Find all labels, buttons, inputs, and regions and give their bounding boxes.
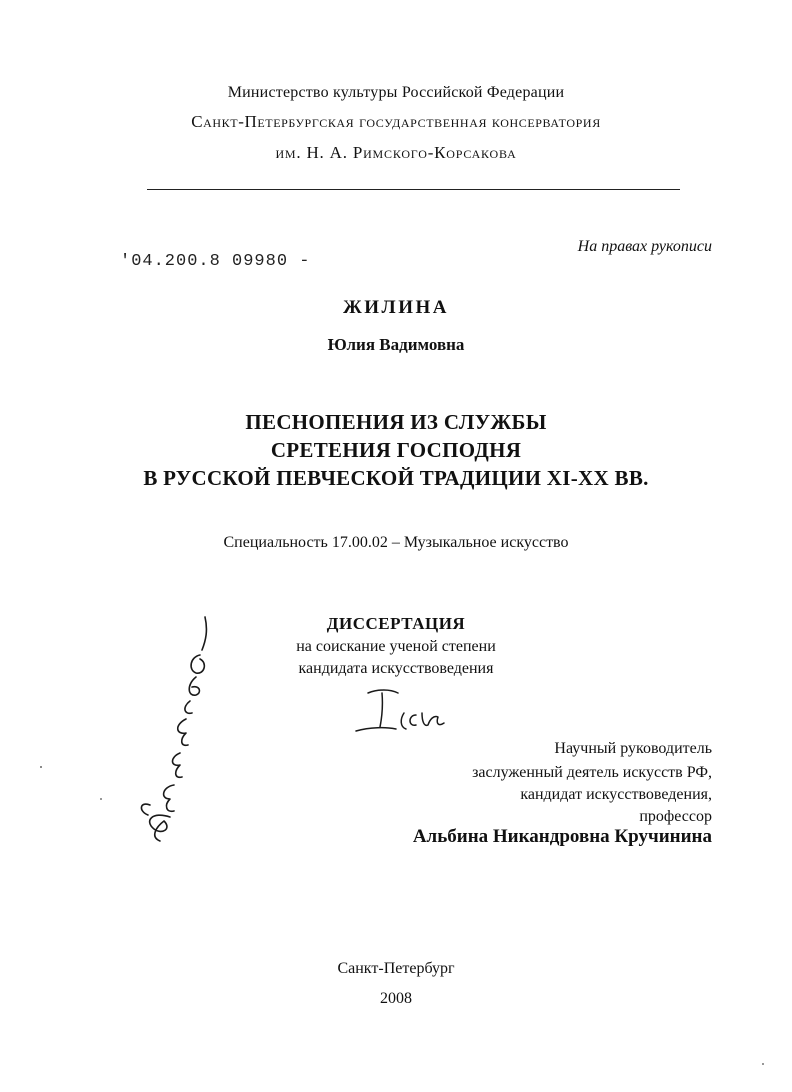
- supervisor-degree: кандидат искусствоведения,: [520, 786, 712, 803]
- degree-purpose-line-2: кандидата искусствоведения: [298, 660, 494, 677]
- publication-year: 2008: [380, 990, 412, 1007]
- paper-speck: [762, 1063, 764, 1065]
- specialty-line: Специальность 17.00.02 – Музыкальное искусство: [223, 534, 569, 551]
- author-surname: ЖИЛИНА: [342, 297, 449, 318]
- supervisor-rank: профессор: [639, 808, 712, 825]
- dissertation-label: ДИССЕРТАЦИЯ: [326, 614, 466, 633]
- supervisor-name: Альбина Никандровна Кручинина: [412, 826, 712, 847]
- author-signature-handwritten: [130, 615, 240, 845]
- publication-city: Санкт-Петербург: [337, 960, 455, 977]
- initials-handwritten: [350, 685, 460, 745]
- ministry-name: Министерство культуры Российской Федерации: [227, 84, 565, 101]
- paper-speck: [40, 766, 42, 768]
- dissertation-title-line-3: В РУССКОЙ ПЕВЧЕСКОЙ ТРАДИЦИИ XI-XX ВВ.: [143, 466, 649, 490]
- dissertation-title-line-2: СРЕТЕНИЯ ГОСПОДНЯ: [270, 438, 522, 462]
- rights-note: На правах рукописи: [577, 238, 712, 255]
- paper-speck: [100, 798, 102, 800]
- catalog-stamp-code: '04.200.8 09980 -: [120, 252, 311, 271]
- conservatory-name: Санкт-Петербургская государственная консерватория: [191, 112, 601, 131]
- author-given-names: Юлия Вадимовна: [327, 335, 465, 354]
- supervisor-honorary-title: заслуженный деятель искусств РФ,: [472, 764, 712, 781]
- dissertation-title-line-1: ПЕСНОПЕНИЯ ИЗ СЛУЖБЫ: [245, 410, 547, 434]
- header-divider: [147, 189, 680, 190]
- conservatory-named-after: им. Н. А. Римского-Корсакова: [275, 143, 517, 162]
- degree-purpose-line-1: на соискание ученой степени: [296, 638, 496, 655]
- supervisor-role: Научный руководитель: [554, 740, 712, 757]
